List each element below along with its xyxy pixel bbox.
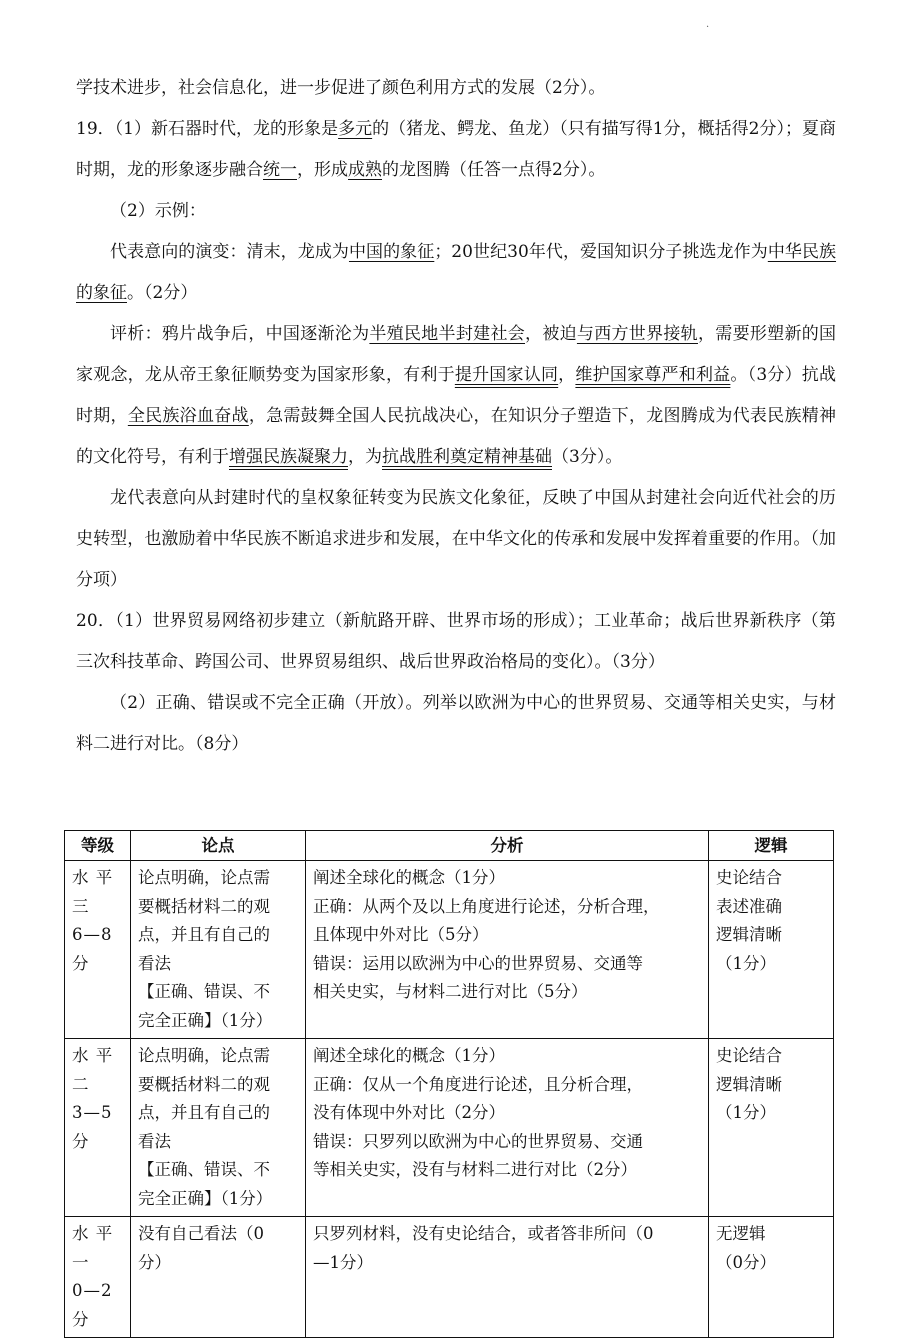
cell-line: 0—2 <box>72 1281 113 1300</box>
underlined-keyword: 抗战胜利奠定精神基础 <box>382 447 552 467</box>
answer-text <box>76 68 836 765</box>
cell-line: 论点明确，论点需 <box>138 1046 270 1065</box>
table-row <box>65 1039 834 1217</box>
cell-line: 阐述全球化的概念（1分） <box>313 868 505 887</box>
cell-line: 逻辑清晰 <box>716 1074 782 1094</box>
level-cell <box>65 861 131 1039</box>
table-row <box>65 1217 834 1338</box>
underlined-keyword: 增强民族凝聚力 <box>229 447 348 467</box>
cell-line: 【正确、错误、不 <box>138 982 270 1001</box>
level-cell <box>65 1039 131 1217</box>
q19-analysis <box>76 314 836 478</box>
cell-line: 没有体现中外对比（2分） <box>313 1103 505 1122</box>
q19-bonus: 龙代表意向从封建时代的皇权象征转变为民族文化象征，反映了中国从封建社会向近代社会的历史转型，也激励着中华民族不断追求进步和发展，在中华文化的传承和发展中发挥着重要的作用。（加分项） <box>76 488 836 590</box>
text-run: ，急需鼓舞全国人民抗战决心，在知识分子塑造下，龙图腾成为代表民族精神的文化符号，有利于 <box>76 406 837 467</box>
text-run: 的（猪龙、鳄龙、鱼龙）（只有描写得1分，概括得2分）；夏商时期，龙的形象逐步融合 <box>76 119 837 180</box>
underlined-keyword: 提升国家认同 <box>454 365 559 385</box>
text-run: 。（3分）抗战时期， <box>76 365 837 426</box>
underlined-keyword: 统一 <box>263 160 297 180</box>
cell-line: （1分） <box>716 953 776 973</box>
text-run: ， <box>558 365 576 385</box>
cell-line: 无逻辑 <box>716 1224 766 1243</box>
text-run: ，为 <box>348 447 382 467</box>
header-point: 论点 <box>131 831 306 861</box>
analysis-cell <box>306 1217 709 1338</box>
text-run: ，形成 <box>297 160 348 180</box>
point-cell <box>131 1039 306 1217</box>
logic-cell <box>709 1039 834 1217</box>
cell-line: 要概括材料二的观 <box>138 1074 270 1094</box>
cell-line: 正确：从两个及以上角度进行论述，分析合理， <box>313 896 660 916</box>
underlined-keyword: 维护国家尊严和利益 <box>575 365 731 385</box>
text-run: （3分）。 <box>552 447 623 467</box>
cell-line: 等相关史实，没有与材料二进行对比（2分） <box>313 1160 637 1179</box>
cell-line: —1分） <box>313 1252 373 1272</box>
underlined-keyword: 半殖民地半封建社会 <box>369 324 526 344</box>
cell-line: 完全正确】（1分） <box>138 1010 273 1030</box>
underlined-keyword: 全民族浴血奋战 <box>127 406 249 426</box>
cell-line: 正确：仅从一个角度进行论述，且分析合理， <box>313 1074 643 1094</box>
q19-evolution <box>76 232 836 314</box>
cell-line: 相关史实，与材料二进行对比（5分） <box>313 982 588 1001</box>
cell-line: 6—8 <box>72 925 113 944</box>
cell-line: 只罗列材料，没有史论结合，或者答非所问（0 <box>313 1224 654 1243</box>
cell-line: 表述准确 <box>716 896 782 916</box>
text-run: 代表意向的演变：清末，龙成为 <box>110 242 349 262</box>
cell-line: 史论结合 <box>716 868 782 887</box>
cell-line: 点，并且有自己的 <box>138 1103 270 1122</box>
point-cell <box>131 861 306 1039</box>
cell-line: 水 平 <box>72 1224 114 1243</box>
cell-line: 错误：运用以欧洲为中心的世界贸易、交通等 <box>313 953 643 973</box>
text-run: ；20世纪30年代，爱国知识分子挑选龙作为 <box>434 242 768 262</box>
cell-line: 分 <box>72 1131 90 1151</box>
header-logic: 逻辑 <box>709 831 834 861</box>
text-run: ，需要形塑新的国家观念，龙从帝王象征顺势变为国家形象，有利于 <box>76 324 837 385</box>
table-header-row <box>65 831 834 861</box>
text-run: 19．（1）新石器时代，龙的形象是 <box>76 119 339 139</box>
table-row <box>65 861 834 1039</box>
underlined-keyword: 多元 <box>338 119 373 139</box>
cell-line: 完全正确】（1分） <box>138 1188 273 1208</box>
paragraph-top: 学技术进步，社会信息化，进一步促进了颜色利用方式的发展（2分）。 <box>76 78 606 98</box>
underlined-keyword: 成熟 <box>348 160 382 180</box>
text-run: 评析：鸦片战争后，中国逐渐沦为 <box>110 324 370 344</box>
cell-line: 三 <box>72 896 90 916</box>
underlined-keyword: 中国的象征 <box>348 242 435 262</box>
cell-line: （0分） <box>716 1252 776 1272</box>
header-analysis: 分析 <box>306 831 709 861</box>
logic-cell <box>709 1217 834 1338</box>
analysis-cell <box>306 861 709 1039</box>
cell-line: 分 <box>72 1309 90 1329</box>
cell-line: 二 <box>72 1074 90 1094</box>
cell-line: 水 平 <box>72 1046 114 1065</box>
cell-line: 一 <box>72 1252 90 1272</box>
cell-line: 点，并且有自己的 <box>138 925 270 944</box>
q19-part2-heading: （2）示例： <box>110 201 206 221</box>
scan-mark: · <box>706 22 710 33</box>
logic-cell <box>709 861 834 1039</box>
cell-line: 且体现中外对比（5分） <box>313 925 489 944</box>
text-run: 的龙图腾（任答一点得2分）。 <box>382 160 606 180</box>
cell-line: 史论结合 <box>716 1046 782 1065</box>
cell-line: 分 <box>72 953 90 973</box>
cell-line: 分） <box>138 1252 171 1272</box>
underlined-keyword: 与西方世界接轨 <box>576 324 698 344</box>
cell-line: 看法 <box>138 953 171 973</box>
text-run: ，被迫 <box>525 324 577 344</box>
q20-part2: （2）正确、错误或不完全正确（开放）。列举以欧洲为中心的世界贸易、交通等相关史实，与材料二进行对比。（8分） <box>76 693 836 754</box>
cell-line: 论点明确，论点需 <box>138 868 270 887</box>
cell-line: 要概括材料二的观 <box>138 896 270 916</box>
cell-line: 逻辑清晰 <box>716 925 782 944</box>
cell-line: 错误：只罗列以欧洲为中心的世界贸易、交通 <box>313 1131 643 1151</box>
cell-line: 阐述全球化的概念（1分） <box>313 1046 505 1065</box>
cell-line: 水 平 <box>72 868 114 887</box>
q20-part1: 20．（1）世界贸易网络初步建立（新航路开辟、世界市场的形成）；工业革命；战后世界新秩序（第三次科技革命、跨国公司、世界贸易组织、战后世界政治格局的变化）。（3分） <box>76 611 836 672</box>
cell-line: 看法 <box>138 1131 171 1151</box>
level-cell <box>65 1217 131 1338</box>
cell-line: 没有自己看法（0 <box>138 1224 264 1243</box>
header-level: 等级 <box>65 831 131 861</box>
underlined-keyword: 中华民族的象征 <box>76 242 837 303</box>
text-run: 。（2分） <box>127 283 198 303</box>
cell-line: 【正确、错误、不 <box>138 1160 270 1179</box>
q19-part1 <box>76 109 836 191</box>
analysis-cell <box>306 1039 709 1217</box>
cell-line: （1分） <box>716 1103 776 1122</box>
point-cell <box>131 1217 306 1338</box>
cell-line: 3—5 <box>72 1103 113 1122</box>
grading-table <box>64 830 834 1338</box>
